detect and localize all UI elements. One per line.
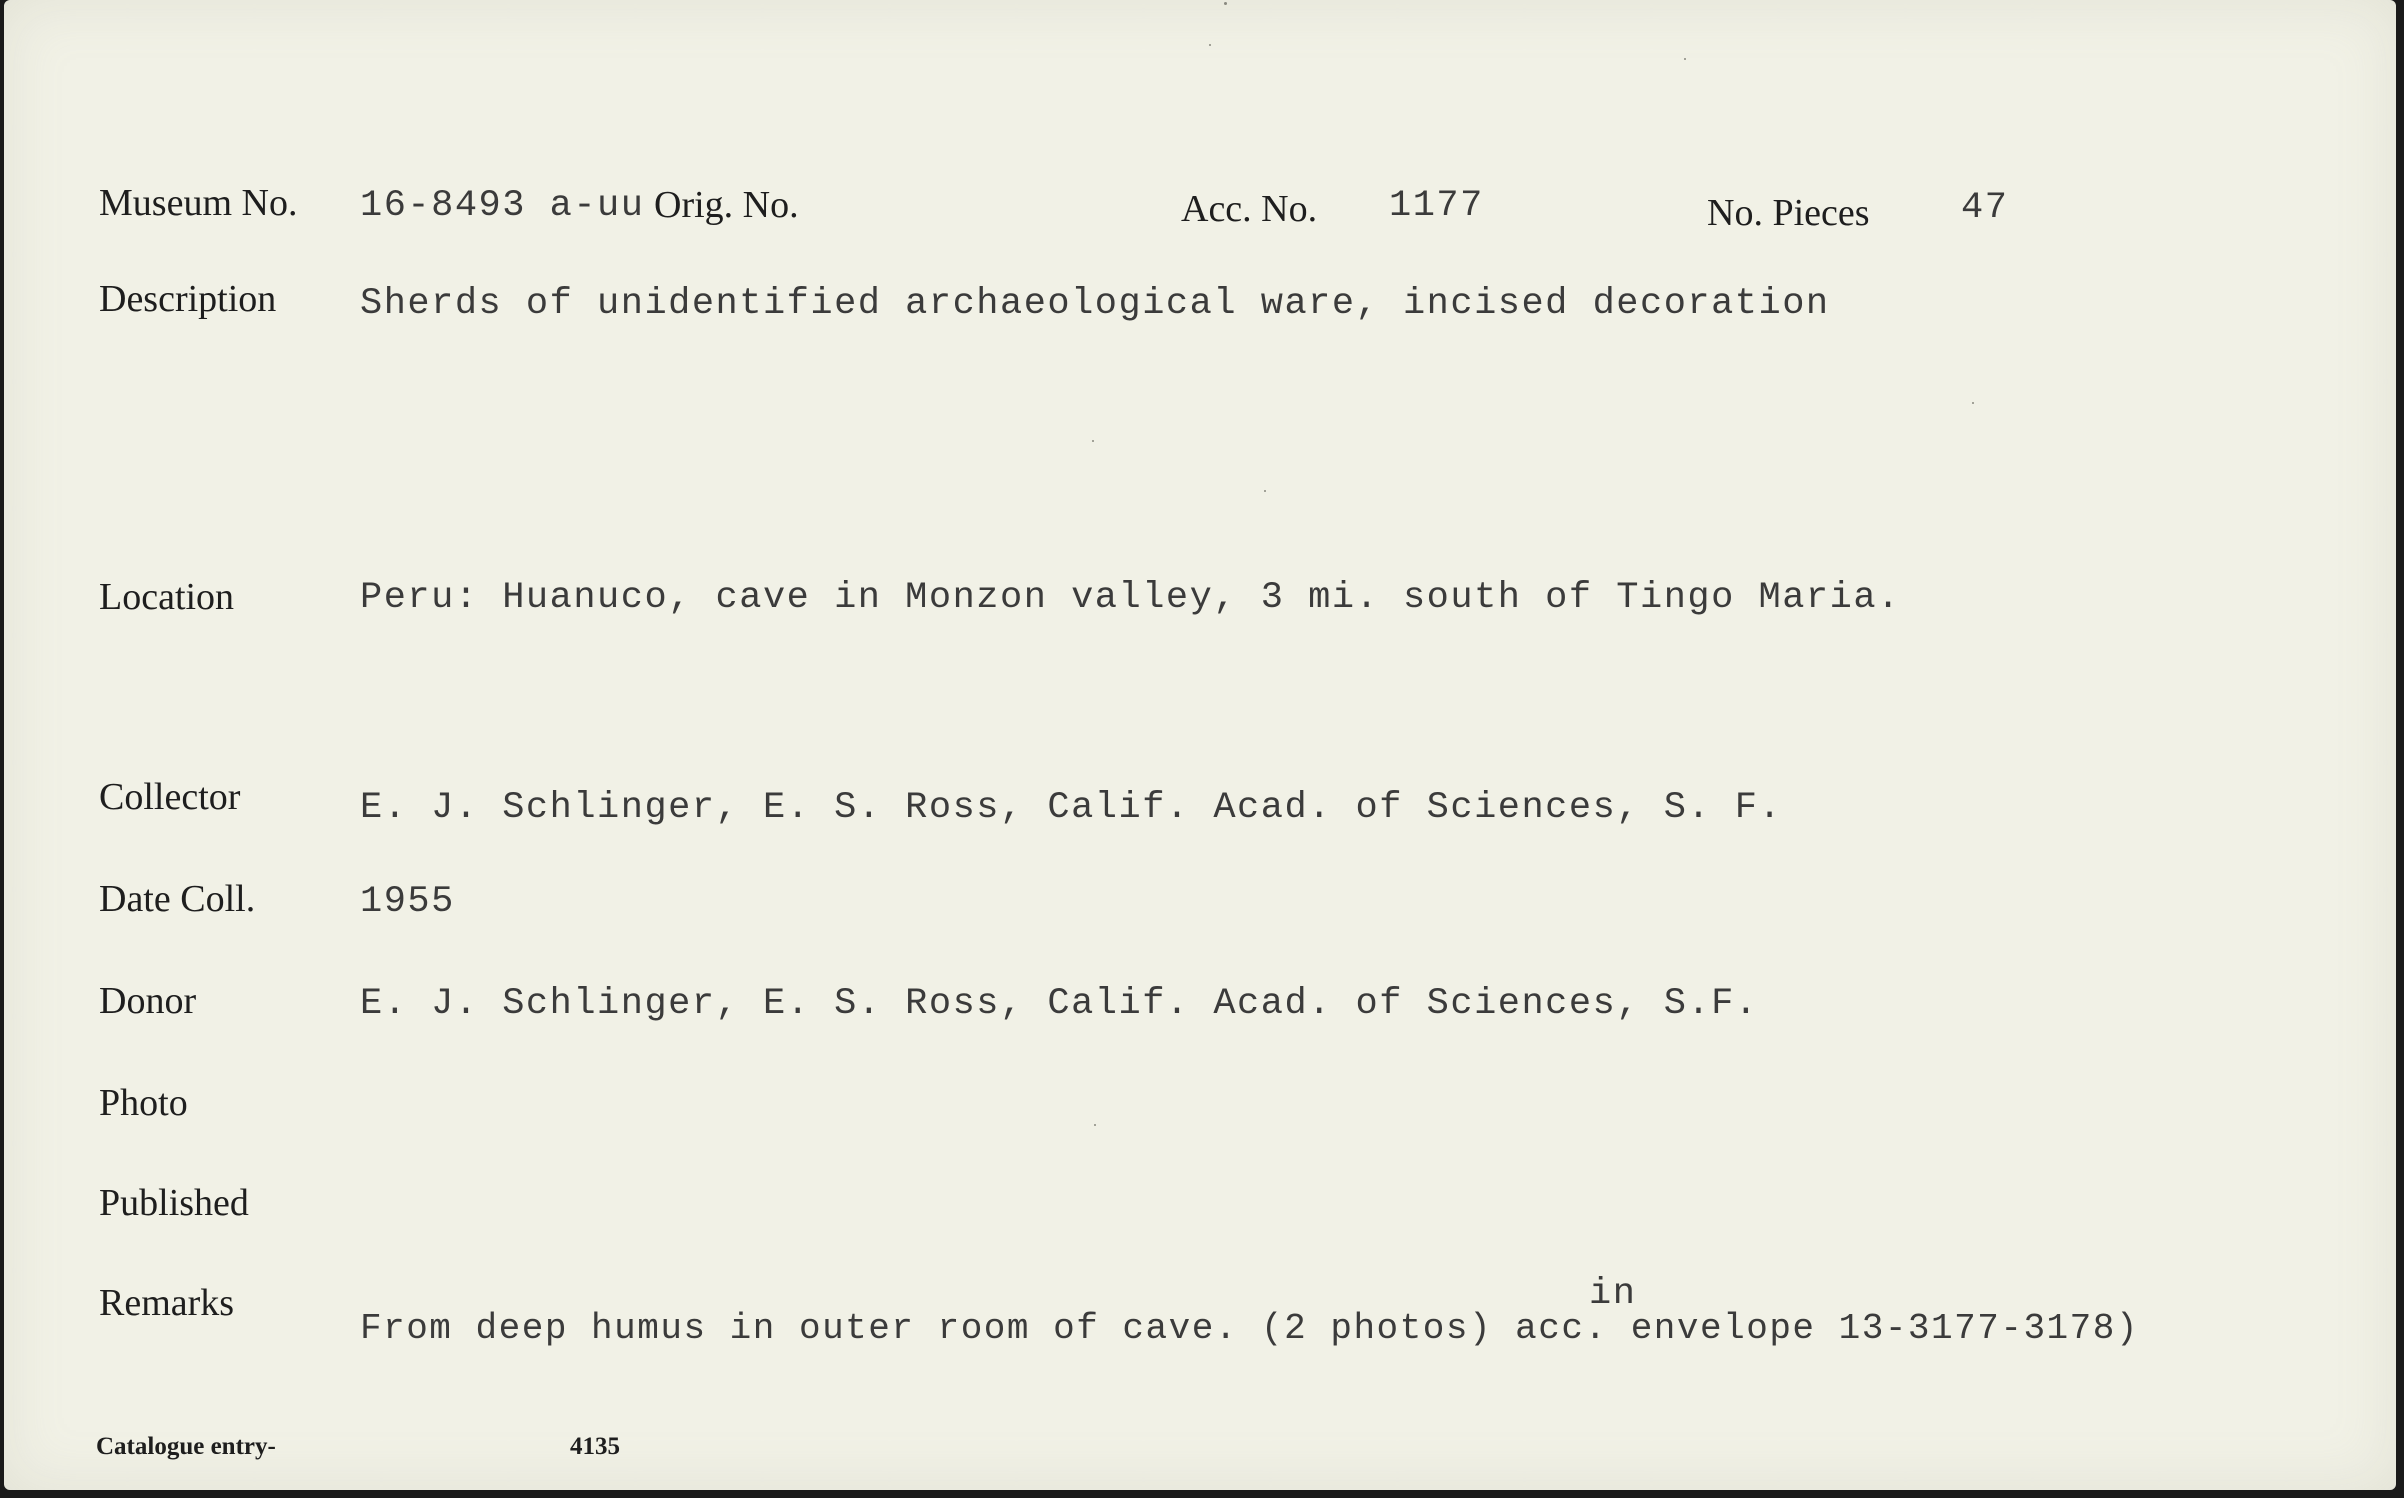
paper-speck	[1092, 440, 1094, 442]
paper-speck	[1224, 2, 1227, 5]
description-label: Description	[99, 278, 277, 320]
date-coll-label: Date Coll.	[99, 878, 256, 920]
paper-speck	[1264, 490, 1266, 492]
no-pieces-value: 47	[1961, 187, 2009, 229]
catalogue-entry-label: Catalogue entry-	[96, 1433, 276, 1460]
paper-speck	[1209, 44, 1211, 46]
location-label: Location	[99, 576, 235, 618]
donor-label: Donor	[99, 980, 197, 1022]
collector-label: Collector	[99, 776, 241, 818]
acc-no-value: 1177	[1389, 185, 1484, 227]
catalogue-card	[4, 0, 2396, 1490]
catalogue-entry-value: 4135	[570, 1433, 620, 1460]
published-label: Published	[99, 1182, 249, 1224]
paper-speck	[1094, 1124, 1096, 1126]
photo-label: Photo	[99, 1082, 188, 1124]
no-pieces-label: No. Pieces	[1707, 192, 1870, 234]
paper-speck	[1972, 402, 1974, 404]
location-value: Peru: Huanuco, cave in Monzon valley, 3 mi. south of Tingo Maria.	[360, 577, 1901, 619]
orig-no-label: Orig. No.	[654, 184, 799, 226]
remarks-label: Remarks	[99, 1282, 235, 1324]
remarks-value: From deep humus in outer room of cave. (2 photos) acc. envelope 13-3177-3178)	[360, 1308, 2139, 1349]
date-coll-value: 1955	[360, 881, 455, 923]
acc-no-label: Acc. No.	[1181, 188, 1318, 230]
museum-no-value: 16-8493 a-uu	[360, 185, 645, 227]
paper-speck	[1684, 58, 1686, 60]
donor-value: E. J. Schlinger, E. S. Ross, Calif. Acad. of Sciences, S.F.	[360, 983, 1759, 1025]
remarks-superscript: in	[1589, 1273, 1637, 1315]
museum-no-label: Museum No.	[99, 182, 298, 224]
description-value: Sherds of unidentified archaeological ware, incised decoration	[360, 283, 1830, 325]
collector-value: E. J. Schlinger, E. S. Ross, Calif. Acad. of Sciences, S. F.	[360, 787, 1783, 829]
